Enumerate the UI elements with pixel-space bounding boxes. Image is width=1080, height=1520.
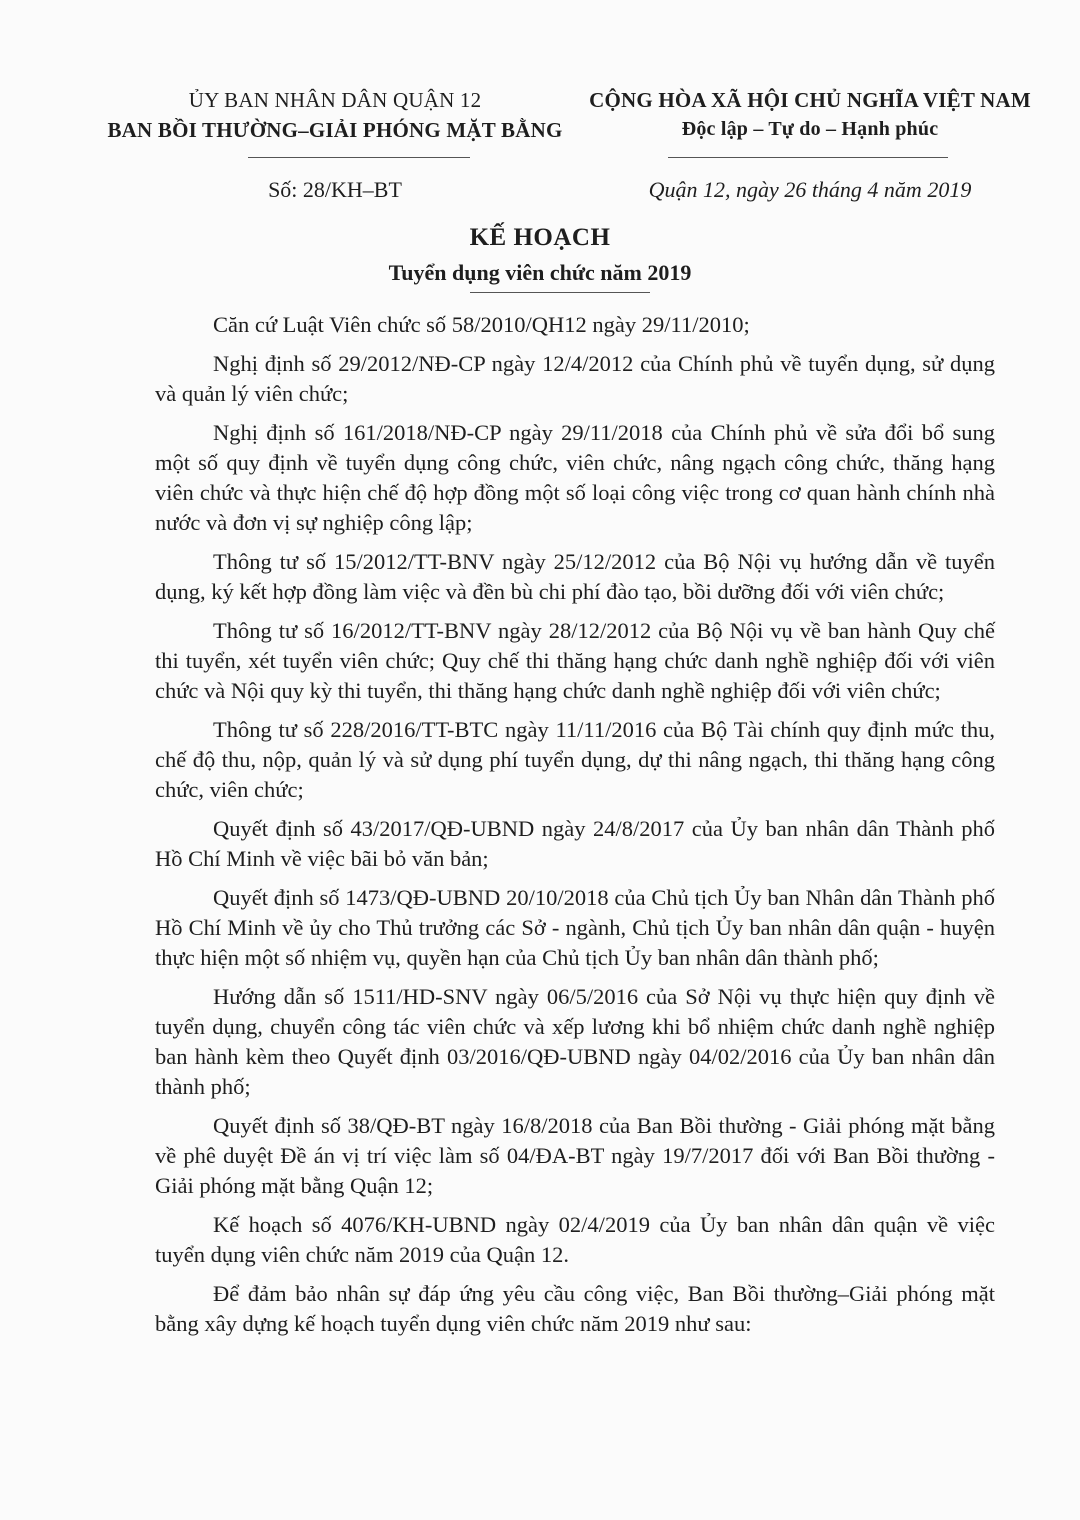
document-number: Số: 28/KH–BT [268, 177, 402, 202]
document-body [155, 310, 995, 1348]
issuer-parent-agency: ỦY BAN NHÂN DÂN QUẬN 12 [188, 88, 482, 112]
document-date: Quận 12, ngày 26 tháng 4 năm 2019 [648, 177, 972, 202]
paragraph: Hướng dẫn số 1511/HD-SNV ngày 06/5/2016 của Sở Nội vụ thực hiện quy định về tuyển dụng, chuyển công tác viên chức và xếp lương khi bổ nhiệm chức danh nghề nghiệp ban hành kèm theo Quyết định 03/2016/QĐ-UBND ngày 04/02/2016 của Ủy ban nhân dân thành phố; [155, 984, 995, 1099]
national-motto: Độc lập – Tự do – Hạnh phúc [681, 118, 939, 140]
paragraph: Thông tư số 15/2012/TT-BNV ngày 25/12/2012 của Bộ Nội vụ hướng dẫn về tuyển dụng, ký kết hợp đồng làm việc và đền bù chi phí đào tạo, bồi dưỡng đối với viên chức; [155, 549, 995, 604]
paragraph: Quyết định số 1473/QĐ-UBND 20/10/2018 của Chủ tịch Ủy ban Nhân dân Thành phố Hồ Chí Minh về ủy cho Thủ trưởng các Sở - ngành, Chủ tịch Ủy ban nhân dân quận - huyện thực hiện một số nhiệm vụ, quyền hạn của Chủ tịch Ủy ban nhân dân thành phố; [155, 885, 995, 970]
paragraph: Kế hoạch số 4076/KH-UBND ngày 02/4/2019 của Ủy ban nhân dân quận về việc tuyển dụng viên chức năm 2019 của Quận 12. [155, 1212, 995, 1267]
issuer-agency: BAN BỒI THƯỜNG–GIẢI PHÓNG MẶT BẰNG [107, 118, 563, 142]
motto-underline [668, 157, 948, 158]
paragraph: Quyết định số 43/2017/QĐ-UBND ngày 24/8/2017 của Ủy ban nhân dân Thành phố Hồ Chí Minh về việc bãi bỏ văn bản; [155, 816, 995, 871]
paragraph: Căn cứ Luật Viên chức số 58/2010/QH12 ngày 29/11/2010; [213, 312, 750, 337]
title-underline [470, 292, 650, 293]
document-title: KẾ HOẠCH [469, 224, 611, 251]
national-title: CỘNG HÒA XÃ HỘI CHỦ NGHĨA VIỆT NAM [589, 88, 1031, 112]
paragraph: Thông tư số 16/2012/TT-BNV ngày 28/12/2012 của Bộ Nội vụ về ban hành Quy chế thi tuyển, xét tuyển viên chức; Quy chế thi thăng hạng chức danh nghề nghiệp đối với viên chức và Nội quy kỳ thi tuyển, thi thăng hạng chức danh nghề nghiệp đối với viên chức; [155, 618, 995, 703]
paragraph: Thông tư số 228/2016/TT-BTC ngày 11/11/2016 của Bộ Tài chính quy định mức thu, chế độ thu, nộp, quản lý và sử dụng phí tuyển dụng, dự thi nâng ngạch, thi thăng hạng công chức, viên chức; [155, 717, 995, 802]
issuer-underline [248, 157, 470, 158]
paragraph: Quyết định số 38/QĐ-BT ngày 16/8/2018 của Ban Bồi thường - Giải phóng mặt bằng về phê duyệt Đề án vị trí việc làm số 04/ĐA-BT ngày 19/7/2017 đối với Ban Bồi thường - Giải phóng mặt bằng Quận 12; [155, 1113, 995, 1198]
document-subtitle: Tuyển dụng viên chức năm 2019 [388, 260, 692, 285]
paragraph: Để đảm bảo nhân sự đáp ứng yêu cầu công việc, Ban Bồi thường–Giải phóng mặt bằng xây dựng kế hoạch tuyển dụng viên chức năm 2019 như sau: [155, 1281, 995, 1336]
paragraph: Nghị định số 161/2018/NĐ-CP ngày 29/11/2018 của Chính phủ về sửa đổi bổ sung một số quy định về tuyển dụng công chức, viên chức, nâng ngạch công chức, thăng hạng viên chức và thực hiện chế độ hợp đồng một số loại công việc trong cơ quan hành chính nhà nước và đơn vị sự nghiệp công lập; [155, 420, 995, 535]
paragraph: Nghị định số 29/2012/NĐ-CP ngày 12/4/2012 của Chính phủ về tuyển dụng, sử dụng và quản lý viên chức; [155, 351, 995, 406]
